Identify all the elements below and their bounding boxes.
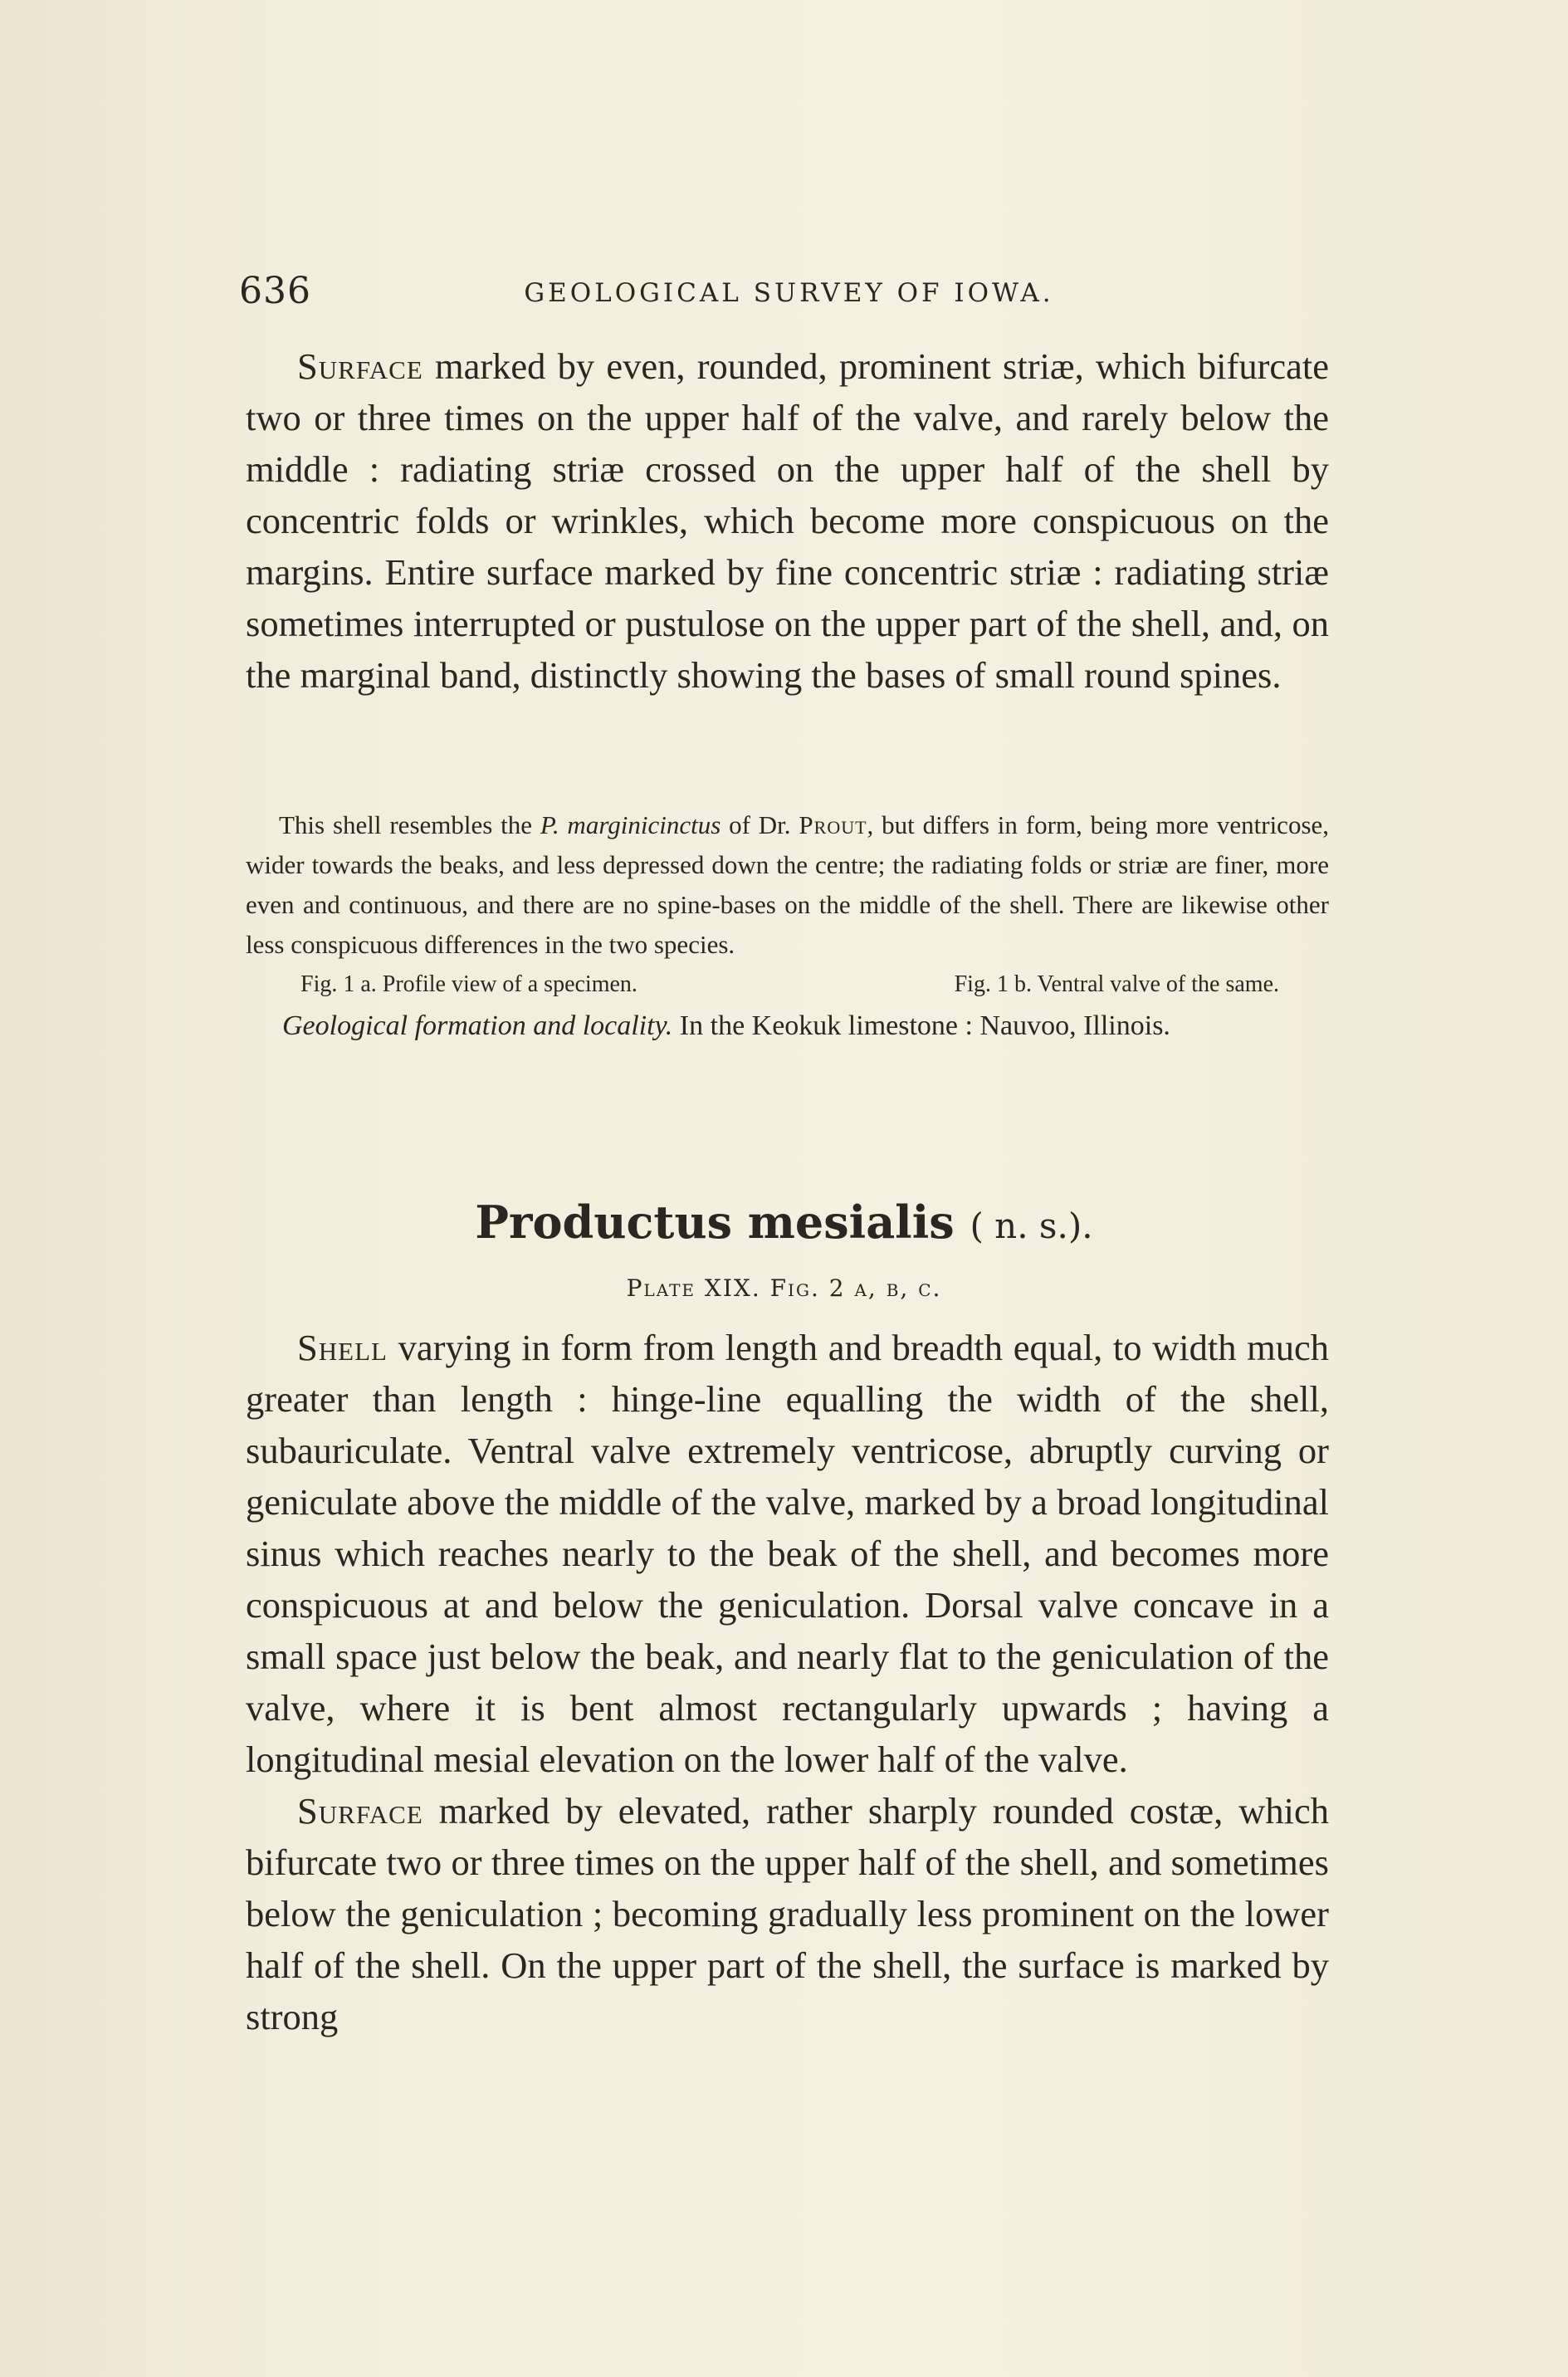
comparison-text-b: of Dr.	[729, 810, 791, 839]
page-number: 636	[239, 270, 311, 312]
section-2	[246, 1322, 1329, 2042]
surface-paragraph-2	[246, 1785, 1329, 2042]
page-header	[239, 270, 1339, 320]
surface-paragraph-1	[246, 340, 1329, 701]
comparison-species: P. marginicinctus	[540, 810, 721, 839]
fig-1b-caption: Fig. 1 b. Ventral valve of the same.	[954, 971, 1279, 997]
geo-label: Geological formation and locality.	[282, 1010, 673, 1041]
comparison-text-c: , but differs in form, being more ventricose, wider towards the beaks, and less depressed down the centre; the radiating folds or striæ are finer, more even and continuous, and there are no spine-bases on the middle of the shell. There are likewise other less conspicuous differences in the two species.	[246, 810, 1330, 959]
figure-captions	[246, 965, 1329, 1005]
plate-reference: Plate XIX. Fig. 2 a, b, c.	[626, 1274, 942, 1302]
surface-lead-2: Surface	[297, 1790, 423, 1832]
comparison-paragraph	[246, 805, 1329, 965]
section-1	[246, 340, 1329, 701]
species-name: Productus mesialis	[475, 1196, 955, 1249]
species-ns: ( n. s.).	[970, 1206, 1093, 1246]
comparison-text-a: This shell resembles the	[279, 810, 533, 839]
comparison-note	[246, 805, 1329, 1048]
shell-lead: Shell	[297, 1327, 388, 1368]
geo-text: In the Keokuk limestone : Nauvoo, Illinois.	[679, 1010, 1170, 1041]
surface-lead-1: Surface	[297, 345, 423, 387]
geological-locality	[246, 1005, 1329, 1048]
surface-text-2: marked by elevated, rather sharply rounded costæ, which bifurcate two or three times on the upper half of the shell, and sometimes below the geniculation ; becoming gradually less prominent on the lower half of the shell. On the upper part of the shell, the surface is marked by strong	[246, 1790, 1329, 2037]
species-heading	[0, 1196, 1568, 1249]
shell-paragraph	[246, 1322, 1329, 1785]
running-title: GEOLOGICAL SURVEY OF IOWA.	[524, 278, 1054, 308]
surface-text-1: marked by even, rounded, prominent striæ, which bifurcate two or three times on the upper half of the valve, and rarely below the middle : radiating striæ crossed on the upper half of the shell by concentric folds or wrinkles, which become more conspicuous on the margins. Entire surface marked by fine concentric striæ : radiating striæ sometimes interrupted or pustulose on the upper part of the shell, and, on the marginal band, distinctly showing the bases of small round spines.	[246, 345, 1330, 696]
shell-text: varying in form from length and breadth equal, to width much greater than length : hinge-line equalling the width of the shell, subauriculate. Ventral valve extremely ventricose, abruptly curving or geniculate above the middle of the valve, marked by a broad longitudinal sinus which reaches nearly to the beak of the shell, and becomes more conspicuous at and below the geniculation. Dorsal valve concave in a small space just below the beak, and nearly flat to the geniculation of the valve, where it is bent almost rectangularly upwards ; having a longitudinal mesial elevation on the lower half of the valve.	[246, 1327, 1330, 1780]
comparison-author: Prout	[799, 810, 867, 839]
fig-1a-caption: Fig. 1 a. Profile view of a specimen.	[300, 971, 637, 997]
